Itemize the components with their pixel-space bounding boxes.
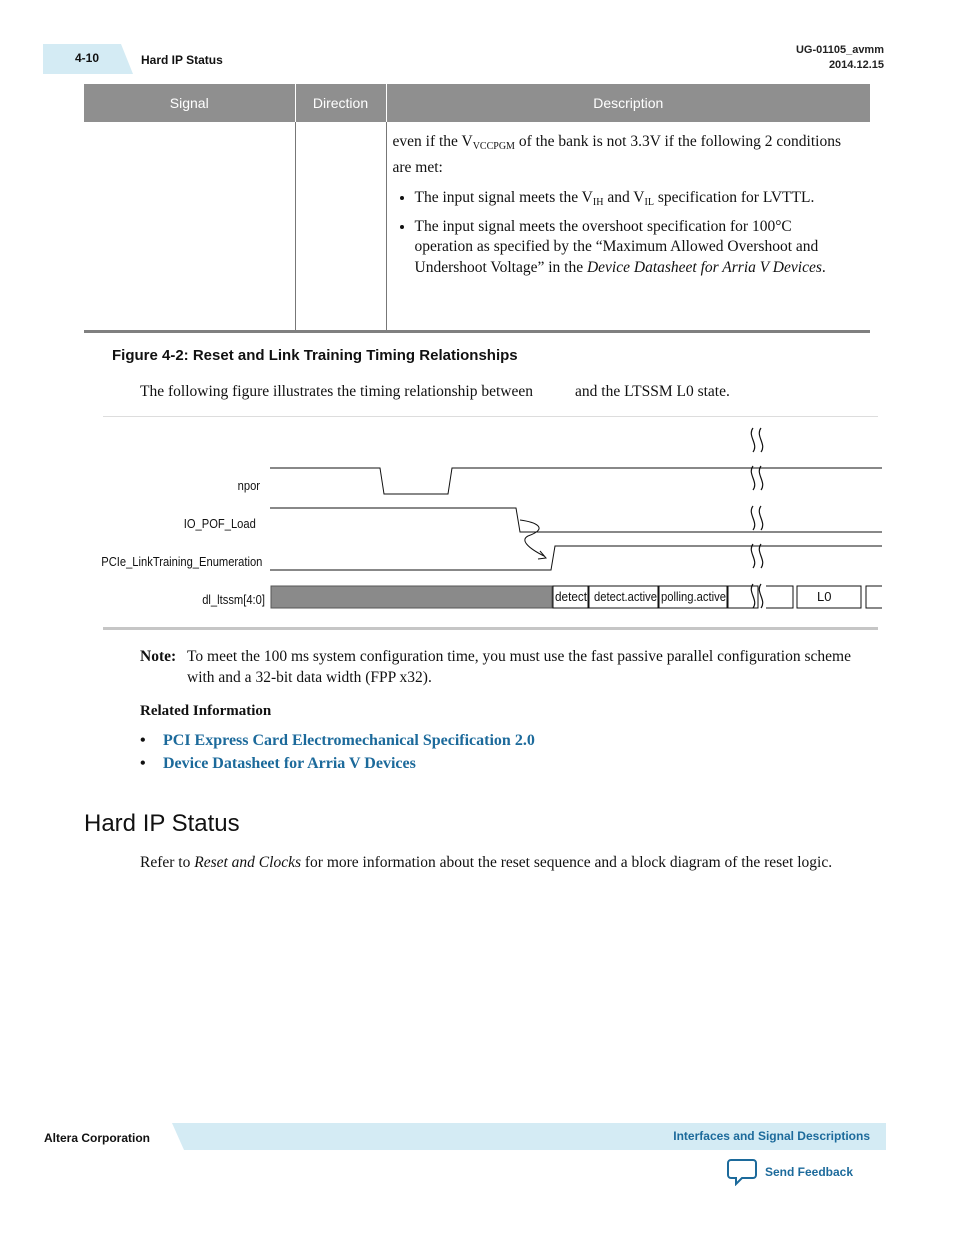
doc-id-code: UG-01105_avmm: [795, 44, 884, 56]
doc-date: 2014.12.15: [828, 59, 884, 71]
table-row: [84, 122, 870, 331]
ltssm-label-detect-active: detect.active: [594, 589, 657, 604]
figure-top-rule: [103, 416, 878, 417]
bullet2-end: .: [821, 258, 826, 276]
bullet2-text: The input signal meets the overshoot specification for 100°C operation as specified by the “Maximum Allowed Overshoot and Undershoot Voltage” in the: [414, 217, 819, 276]
bullet1-sub-il: IL: [644, 197, 654, 208]
document-id: [796, 43, 884, 73]
section-heading: Hard IP Status: [84, 810, 240, 837]
para-emphasis: Reset and Clocks: [194, 854, 301, 871]
related-link-arria-datasheet[interactable]: • Device Datasheet for Arria V Devices: [140, 754, 535, 777]
page-number: 4-10: [75, 51, 100, 65]
section-paragraph: [140, 852, 875, 874]
ltssm-label-polling-active: polling.active: [661, 589, 726, 604]
ltssm-undefined-segment: [271, 586, 552, 608]
bullet1-text-3: specification for LVTTL.: [653, 189, 815, 206]
signal-label-io-pof-load: IO_POF_Load: [183, 516, 256, 531]
note-block: [140, 646, 870, 688]
figure-intro: [140, 383, 730, 401]
direction-cell: [295, 122, 386, 331]
pcie-linktraining-waveform: [270, 546, 882, 570]
para-text-b: for more information about the reset sequence and a block diagram of the reset logic.: [301, 854, 833, 871]
table-header-row: [84, 84, 870, 122]
desc-text-prefix: even if the V: [392, 133, 473, 150]
desc-text-suffix: of the bank is not 3.3V if the following 2 conditions are met:: [392, 133, 841, 176]
note-text: To meet the 100 ms system configuration time, you must use the fast passive parallel configuration scheme with and a 32-bit data width (FPP x32).: [187, 648, 851, 686]
related-links: [140, 731, 535, 777]
figure-intro-text-b: and the LTSSM L0 state.: [575, 383, 730, 400]
dependency-arrow: [520, 520, 544, 556]
footer-chapter-link[interactable]: Interfaces and Signal Descriptions: [673, 1129, 870, 1143]
column-header-direction: Direction: [295, 84, 386, 122]
ltssm-label-l0: L0: [817, 589, 832, 604]
time-break-marks: [751, 428, 762, 608]
signal-table: [84, 84, 870, 333]
bullet1-sub-ih: IH: [592, 197, 604, 208]
related-info-heading: Related Information: [140, 703, 272, 719]
running-title: Hard IP Status: [141, 53, 223, 67]
desc-subscript: VCCPGM: [472, 141, 515, 152]
bullet1-text-2: and V: [603, 189, 645, 206]
timing-diagram: [0, 418, 954, 628]
footer-company: Altera Corporation: [44, 1131, 151, 1145]
list-item: [415, 188, 847, 214]
column-header-signal: Signal: [84, 84, 295, 122]
signal-label-pcie-linktraining: PCIe_LinkTraining_Enumeration: [100, 554, 262, 569]
bullet2-emphasis: Device Datasheet for Arria V Devices: [586, 258, 822, 276]
note-label: Note:: [140, 648, 177, 665]
feedback-bubble-icon: [727, 1158, 757, 1186]
signal-cell: [84, 122, 295, 331]
signal-label-npor: npor: [237, 478, 260, 493]
bullet1-text: The input signal meets the V: [414, 189, 593, 206]
list-item: [415, 217, 847, 279]
column-header-description: Description: [386, 84, 870, 122]
related-link-pci-spec[interactable]: • PCI Express Card Electromechanical Specification 2.0: [140, 731, 535, 754]
desc-bullet-list: [393, 188, 847, 278]
description-cell: [386, 122, 870, 331]
signal-label-dl-ltssm: dl_ltssm[4:0]: [202, 592, 265, 607]
figure-bottom-rule: [103, 627, 878, 630]
send-feedback-label: Send Feedback: [765, 1165, 854, 1179]
figure-intro-text-a: The following figure illustrates the timing relationship between: [140, 383, 534, 400]
ltssm-state-tail: [866, 586, 882, 608]
ltssm-state-blank-2: [766, 586, 793, 608]
io-pof-load-waveform: [270, 508, 882, 532]
send-feedback-button[interactable]: [727, 1158, 853, 1186]
figure-title: Figure 4-2: Reset and Link Training Timing Relationships: [112, 347, 518, 364]
para-text-a: Refer to: [140, 854, 195, 871]
npor-waveform: [270, 468, 882, 494]
ltssm-label-detect: detect: [555, 589, 588, 604]
